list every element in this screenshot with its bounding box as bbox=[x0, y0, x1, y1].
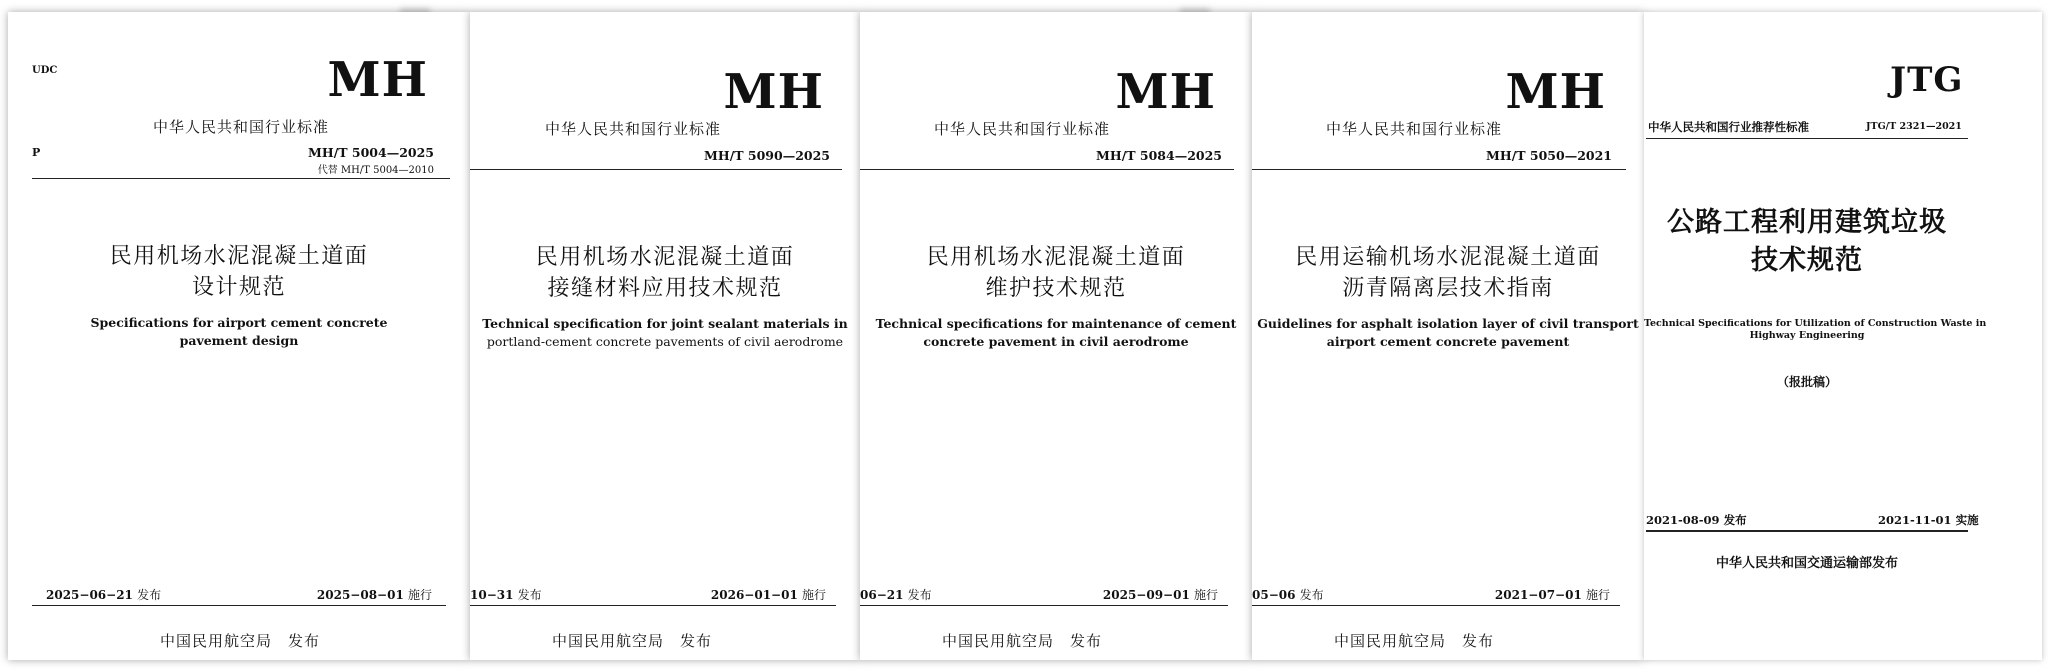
org-title: 中华人民共和国行业标准 bbox=[153, 118, 330, 136]
issue-date: 2021-08-09 发布 bbox=[1646, 513, 1747, 527]
header-rule bbox=[860, 169, 1234, 170]
issuer: 中国民用航空局 发布 bbox=[942, 632, 1103, 650]
title-cn-line2: 设计规范 bbox=[191, 275, 286, 300]
title-cn-line2: 维护技术规范 bbox=[985, 276, 1127, 301]
header-rule bbox=[1252, 169, 1626, 170]
standard-logo: MH bbox=[327, 52, 428, 108]
title-cn-line1: 民用机场水泥混凝土道面 bbox=[926, 245, 1186, 270]
replaces-note: 代替 MH/T 5004—2010 bbox=[317, 165, 434, 176]
draft-status: （报批稿） bbox=[1776, 375, 1837, 389]
effective-date: 2021-11-01 实施 bbox=[1878, 513, 1979, 527]
effective-date: 2025−08−01 施行 bbox=[316, 588, 432, 602]
header-rule bbox=[32, 178, 450, 179]
issuer: 中国民用航空局 发布 bbox=[1334, 632, 1495, 650]
title-cn-line1: 民用机场水泥混凝土道面 bbox=[535, 245, 795, 270]
title-cn-line1: 民用机场水泥混凝土道面 bbox=[109, 244, 369, 269]
document-cover-5[interactable] bbox=[1644, 12, 2042, 660]
org-title: 中华人民共和国行业推荐性标准 bbox=[1648, 120, 1809, 134]
footer-rule bbox=[32, 605, 446, 606]
title-en-line2: pavement design bbox=[179, 333, 299, 348]
header-rule bbox=[1646, 138, 1968, 139]
standard-code: MH/T 5004—2025 bbox=[308, 145, 434, 160]
footer-rule bbox=[470, 605, 836, 606]
effective-date: 2025−09−01 施行 bbox=[1102, 588, 1218, 602]
title-en-line1: Guidelines for asphalt isolation layer of civil transport bbox=[1257, 316, 1639, 331]
standard-code: MH/T 5050—2021 bbox=[1486, 148, 1612, 163]
title-en-line1: Technical Specifications for Utilization of Construction Waste in bbox=[1644, 318, 1987, 329]
standard-code: MH/T 5084—2025 bbox=[1096, 148, 1222, 163]
standard-logo: JTG bbox=[1890, 60, 1964, 100]
org-title: 中华人民共和国行业标准 bbox=[934, 120, 1111, 138]
standard-code: JTG/T 2321—2021 bbox=[1866, 121, 1962, 132]
title-en-line1: Technical specifications for maintenance of cement bbox=[875, 316, 1237, 331]
footer-rule bbox=[1646, 530, 1968, 532]
org-title: 中华人民共和国行业标准 bbox=[1326, 120, 1503, 138]
title-cn-line1: 公路工程利用建筑垃圾 bbox=[1667, 207, 1947, 238]
header-rule bbox=[470, 169, 842, 170]
title-cn-line2: 接缝材料应用技术规范 bbox=[547, 276, 783, 301]
footer-rule bbox=[1252, 605, 1620, 606]
org-title: 中华人民共和国行业标准 bbox=[545, 120, 722, 138]
document-cover-2[interactable] bbox=[470, 12, 860, 660]
title-en-line2: concrete pavement in civil aerodrome bbox=[923, 334, 1189, 349]
title-en-line1: Specifications for airport cement concrete bbox=[90, 315, 388, 330]
title-en-line2: airport cement concrete pavement bbox=[1326, 334, 1570, 349]
standard-logo: MH bbox=[723, 64, 824, 120]
title-en-line2: portland-cement concrete pavements of civil aerodrome bbox=[486, 334, 844, 349]
issuer: 中华人民共和国交通运输部发布 bbox=[1715, 556, 1898, 571]
udc-label: UDC bbox=[32, 65, 58, 76]
issue-date: 06−21 发布 bbox=[860, 588, 932, 602]
issue-date: 10−31 发布 bbox=[470, 588, 542, 602]
standard-logo: MH bbox=[1505, 64, 1606, 120]
effective-date: 2026−01−01 施行 bbox=[710, 588, 826, 602]
title-en-line1: Technical specification for joint sealant materials in bbox=[482, 316, 848, 331]
footer-rule bbox=[860, 605, 1228, 606]
category-letter: P bbox=[32, 146, 41, 159]
document-cover-3[interactable] bbox=[860, 12, 1252, 660]
effective-date: 2021−07−01 施行 bbox=[1494, 588, 1610, 602]
standard-logo: MH bbox=[1115, 64, 1216, 120]
issuer: 中国民用航空局 发布 bbox=[160, 632, 321, 650]
document-cover-4[interactable] bbox=[1252, 12, 1644, 660]
issue-date: 05−06 发布 bbox=[1252, 588, 1324, 602]
issue-date: 2025−06−21 发布 bbox=[46, 588, 162, 602]
issuer: 中国民用航空局 发布 bbox=[552, 632, 713, 650]
title-cn-line1: 民用运输机场水泥混凝土道面 bbox=[1295, 245, 1601, 270]
title-en-line2: Highway Engineering bbox=[1749, 330, 1865, 341]
title-cn-line2: 沥青隔离层技术指南 bbox=[1342, 276, 1554, 301]
title-cn-line2: 技术规范 bbox=[1751, 245, 1863, 276]
document-cover-1[interactable] bbox=[8, 12, 470, 660]
standard-code: MH/T 5090—2025 bbox=[704, 148, 830, 163]
